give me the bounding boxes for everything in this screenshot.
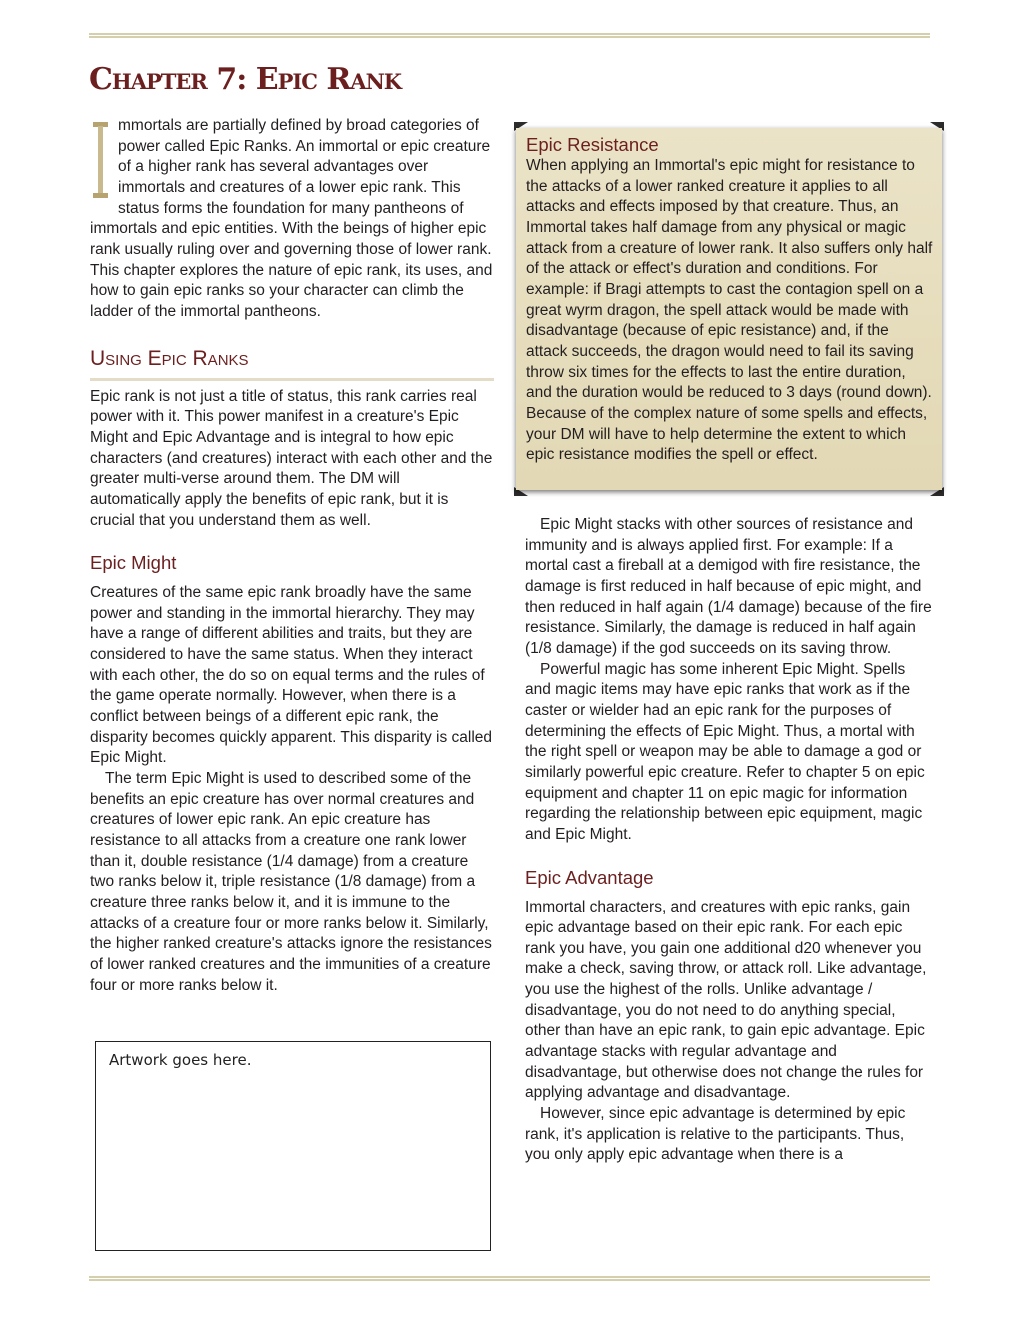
artwork-placeholder-box [95, 1041, 491, 1251]
section-heading-using-epic-ranks: Using Epic Ranks [90, 346, 249, 370]
epic-might-paragraph-1: Creatures of the same epic rank broadly have the same power and standing in the immortal hierarchy. They may have a range of different abilities and traits, but they are considered to have the same status. When they interact with each other, the do so on equal terms and the rules of the game operate normally. However, when there is a conflict between beings of a different epic rank, the disparity becomes quickly apparent. This disparity is called Epic Might. [90, 584, 493, 767]
subheading-epic-advantage: Epic Advantage [525, 866, 654, 888]
artwork-placeholder-text: Artwork goes here. [109, 1051, 252, 1069]
sidebar-text: When applying an Immortal's epic might for resistance to the attacks of a lower ranked creature it applies to all attacks and effects imposed by that creature. Thus, an Immortal takes half damage from any physical or magic attack from a creature of lower rank. It also suffers only half of the attack or effect's duration and conditions. For example: if Bragi attempts to cast the contagion spell on a great wyrm dragon, the spell attack would be made with disadvantage (because of epic resistance) and, if the attack succeeds, the dragon would need to fail its saving throw six times for the effects to last the entire duration, and the duration would be reduced to 3 days (round down). Because of the complex nature of some spells and effects, your DM will have to help determine the extent to which epic resistance modifies the spell or effect. [526, 157, 933, 464]
epic-might-stacking-paragraph: Epic Might stacks with other sources of resistance and immunity and is always applied first. For example: If a mortal cast a fireball at a demigod with fire resistance, the damage is first reduced in half because of epic might, and then reduced in half again (1/4 damage) because of the fire resistance. Similarly, the damage is reduced in half again (1/8 damage) if the god succeeds on its saving throw. [525, 516, 932, 657]
bottom-rule [89, 1276, 930, 1281]
right-column [525, 515, 933, 1166]
left-column [90, 116, 494, 996]
chapter-title: Chapter 7: Epic Rank [89, 62, 402, 97]
epic-resistance-sidebar [512, 122, 946, 496]
drop-cap-letter [92, 120, 110, 200]
sidebar-heading: Epic Resistance [526, 134, 659, 155]
epic-advantage-paragraph-1: Immortal characters, and creatures with epic ranks, gain epic advantage based on their epic rank. For each epic rank you have, you gain one additional d20 whenever you make a check, saving throw, or attack roll. Like advantage, you use the highest of the rolls. Unlike advantage / disadvantage, you do not need to do anything special, other than have an epic rank, to gain epic advantage. Epic advantage stacks with regular advantage and disadvantage, but otherwise does not change the rules for applying advantage and disadvantage. [525, 898, 927, 1102]
epic-advantage-paragraph-2: However, since epic advantage is determined by epic rank, it's application is relative to the participants. Thus, you only apply epic advantage when there is a [525, 1105, 906, 1164]
drop-cap [92, 120, 110, 200]
section-divider [90, 378, 494, 381]
powerful-magic-paragraph: Powerful magic has some inherent Epic Might. Spells and magic items may have epic ranks that work as if the caster or wielder had an epic rank for the purposes of determining the effects of Epic Might. Thus, a mortal with the right spell or weapon may be able to damage a god or similarly powerful epic creature. Refer to chapter 5 on epic equipment and chapter 11 on epic magic for information regarding the relationship between epic equipment, magic and Epic Might. [525, 660, 925, 843]
intro-paragraph [90, 116, 494, 323]
top-rule [89, 33, 930, 38]
sidebar-content [526, 134, 934, 466]
intro-text: mmortals are partially defined by broad categories of power called Epic Ranks. An immortal or epic creature of a higher rank has several advantages over immortals and creatures of a lower epic rank. This status forms the foundation for many pantheons of immortals and epic entities. With the beings of higher epic rank usually ruling over and governing those of lower rank. This chapter explores the nature of epic rank, its uses, and how to gain epic ranks so your character can climb the ladder of the immortal pantheons. [90, 117, 493, 320]
subheading-epic-might: Epic Might [90, 552, 177, 574]
using-epic-ranks-text: Epic rank is not just a title of status, this rank carries real power with it. This power manifest in a creature's Epic Might and Epic Advantage and is integral to how epic characters (and creatures) interact with each other and the greater multi-verse around them. The DM will automatically apply the benefits of epic rank, but it is crucial that you understand them as well. [90, 387, 493, 529]
epic-might-paragraph-2: The term Epic Might is used to described some of the benefits an epic creature has over normal creatures and creatures of lower epic rank. An epic creature has resistance to all attacks from a creature one rank lower than it, double resistance (1/4 damage) from a creature two ranks below it, triple resistance (1/8 damage) from a creature three ranks below it, and it is immune to the attacks of a creature four or more ranks below it. Similarly, the higher ranked creature's attacks ignore the resistances of lower ranked creatures and the immunities of a creature four or more ranks below it. [90, 770, 492, 994]
